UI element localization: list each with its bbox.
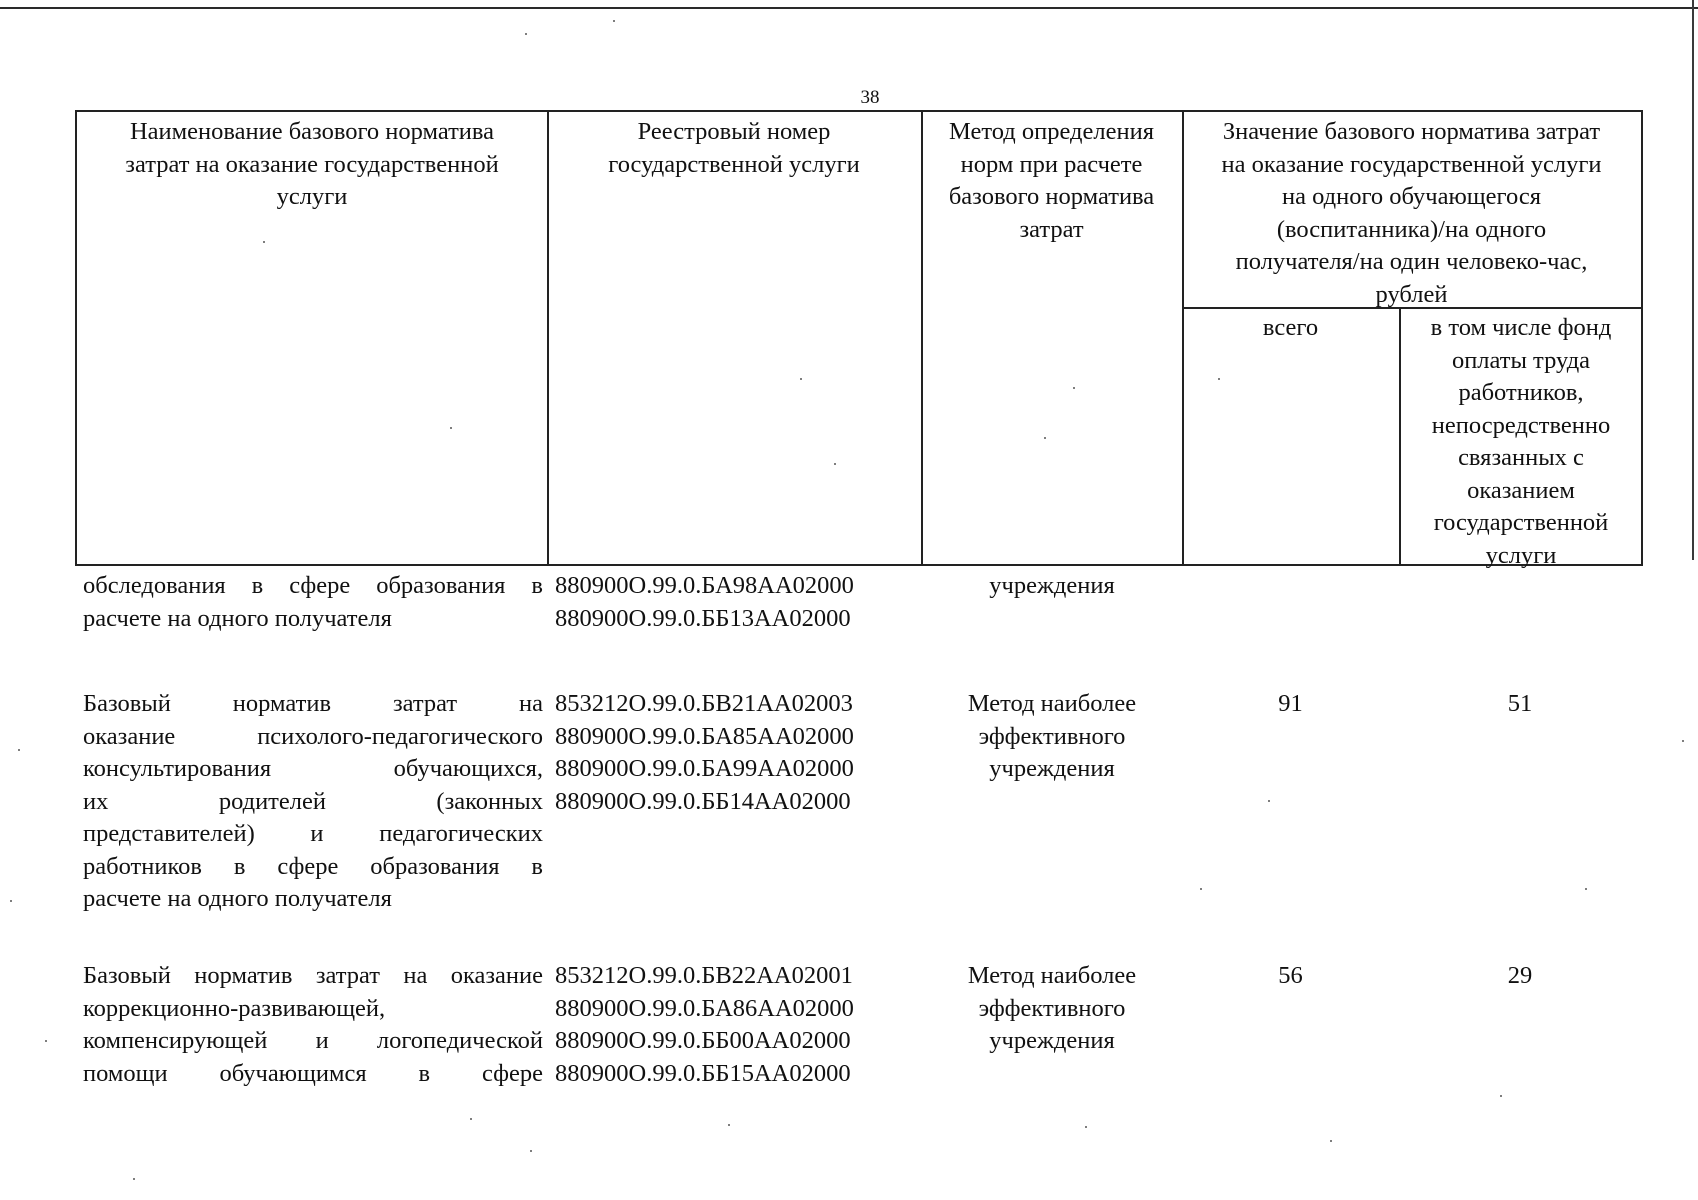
scan-speckle xyxy=(1044,437,1046,439)
table-row-name: Базовый норматив затрат на оказание коррекционно-развивающей, компенсирующей и логопедической помощи обучающимся в сфере xyxy=(83,962,543,1087)
table-row-codes: 880900О.99.0.БА98АА02000 880900О.99.0.ББ13АА02000 xyxy=(555,572,854,632)
scan-speckle xyxy=(1200,888,1202,890)
scan-speckle xyxy=(525,33,527,35)
scan-speckle xyxy=(1073,387,1075,389)
scan-speckle xyxy=(834,463,836,465)
scan-border-top xyxy=(0,7,1698,9)
table-row-codes: 853212О.99.0.БВ21АА02003 880900О.99.0.БА85АА02000 880900О.99.0.БА99АА02000 880900О.99.0.ББ14АА02000 xyxy=(555,690,854,815)
scan-speckle xyxy=(133,1178,135,1180)
scan-speckle xyxy=(45,1040,47,1042)
scan-speckle xyxy=(1585,888,1587,890)
scan-speckle xyxy=(1085,1126,1087,1128)
table-row-total: 56 xyxy=(1278,962,1303,989)
scan-border-right xyxy=(1692,0,1694,560)
table-row-name: обследования в сфере образования в расчете на одного получателя xyxy=(83,572,543,632)
scan-speckle xyxy=(1500,1095,1502,1097)
table-header xyxy=(75,110,1643,569)
header-registry-number: Реестровый номер государственной услуги xyxy=(608,118,860,178)
table-row-payroll: 51 xyxy=(1507,690,1533,717)
header-payroll: в том числе фонд оплаты труда работников, непосредственно связанных с оказанием государственной услуги xyxy=(1430,314,1612,569)
table-row-codes: 853212О.99.0.БВ22АА02001 880900О.99.0.БА86АА02000 880900О.99.0.ББ00АА02000 880900О.99.0.ББ15АА02000 xyxy=(555,962,854,1087)
scan-speckle xyxy=(613,20,615,22)
table-row-name: Базовый норматив затрат на оказание психолого-педагогического консультирования обучающихся, их родителей (законных представителей) и педагогических работников в сфере образования в расчете на одного получателя xyxy=(83,690,543,912)
table-row-total: 91 xyxy=(1278,690,1303,717)
scan-speckle xyxy=(263,241,265,243)
table-row-payroll: 29 xyxy=(1507,962,1533,989)
table-row-method: учреждения xyxy=(989,572,1115,599)
table-row-method: Метод наиболее эффективного учреждения xyxy=(967,962,1137,1054)
scan-speckle xyxy=(800,378,802,380)
scan-speckle xyxy=(18,749,20,751)
page-number: 38 xyxy=(860,87,880,108)
scan-speckle xyxy=(1218,378,1220,380)
scan-speckle xyxy=(728,1124,730,1126)
table-row-method: Метод наиболее эффективного учреждения xyxy=(967,690,1137,782)
header-method: Метод определения норм при расчете базового норматива затрат xyxy=(948,118,1155,243)
scan-speckle xyxy=(470,1118,472,1120)
scan-speckle xyxy=(1682,740,1684,742)
scan-speckle xyxy=(10,900,12,902)
header-total: всего xyxy=(1262,314,1319,341)
scan-speckle xyxy=(1330,1140,1332,1142)
header-service-name: Наименование базового норматива затрат на оказание государственной услуги xyxy=(125,118,499,210)
scan-speckle xyxy=(450,427,452,429)
scan-speckle xyxy=(530,1150,532,1152)
header-norm-value: Значение базового норматива затрат на оказание государственной услуги на одного обучающегося (воспитанника)/на одного получателя/на один человеко-час, рублей xyxy=(1221,118,1602,308)
scan-speckle xyxy=(1268,800,1270,802)
